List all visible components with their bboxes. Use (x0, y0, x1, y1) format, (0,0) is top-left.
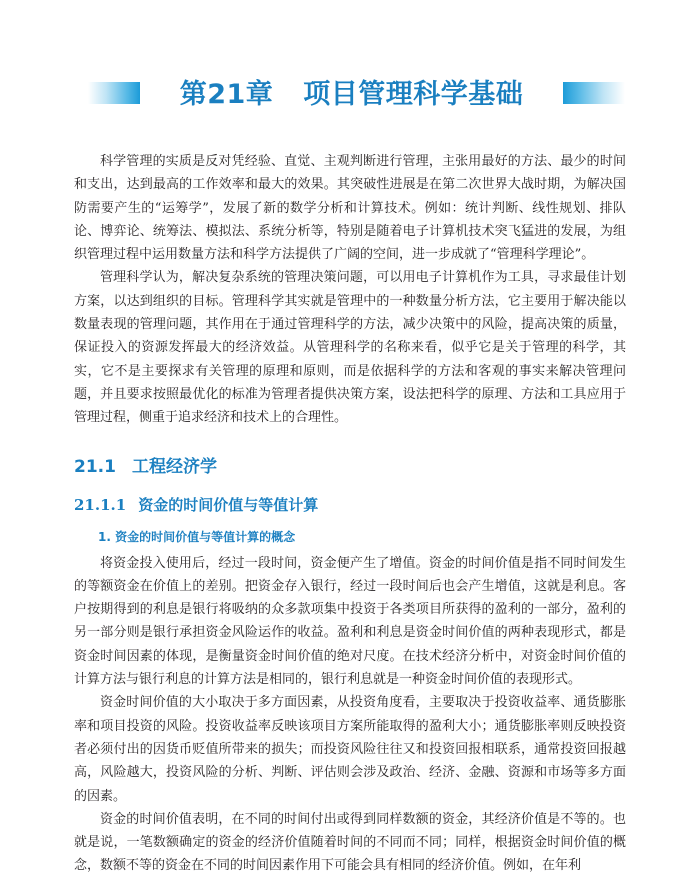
subsection-heading (74, 492, 626, 518)
subsection-title: 资金的时间价值与等值计算 (138, 495, 319, 514)
intro-section (74, 150, 626, 430)
body-paragraph: 将资金投入使用后，经过一段时间，资金便产生了增值。资金的时间价值是指不同时间发生的等额资金在价值上的差别。把资金存入银行，经过一段时间后也会产生增值，这就是利息。客户按期得到的利息是银行将吸纳的众多款项集中投资于各类项目所获得的盈利的一部分，盈利的另一部分则是银行承担资金风险运作的收益。盈利和利息是资金时间价值的两种表现形式，都是资金时间因素的体现，是衡量资金时间价值的绝对尺度。在技术经济分析中，对资金时间价值的计算方法与银行利息的计算方法是相同的，银行利息就是一种资金时间价值的表现形式。 (74, 555, 626, 688)
subsubsection-heading: 1. 资金的时间价值与等值计算的概念 (98, 529, 296, 544)
chapter-number: 第21章 (179, 79, 274, 110)
section-heading (74, 454, 626, 480)
subsection-number: 21.1.1 (74, 495, 127, 514)
chapter-title (140, 72, 563, 111)
decorative-bar-right (563, 82, 625, 104)
body-paragraph: 资金时间价值的大小取决于多方面因素，从投资角度看，主要取决于投资收益率、通货膨胀率和项目投资的风险。投资收益率反映该项目方案所能取得的盈利大小；通货膨胀率则反映投资者必须付出的因货币贬值所带来的损失；而投资风险往往又和投资回报相联系，通常投资回报越高，风险越大，投资风险的分析、判断、评估则会涉及政治、经济、金融、资源和市场等多方面的因素。 (74, 695, 626, 804)
body-paragraph: 资金的时间价值表明，在不同的时间付出或得到同样数额的资金，其经济价值是不等的。也就是说，一笔数额确定的资金的经济价值随着时间的不同而不同；同样，根据资金时间价值的概念，数额不等的资金在不同的时间因素作用下可能会具有相同的经济价值。例如，在年利 (74, 811, 626, 874)
decorative-bar-left (88, 82, 140, 104)
intro-paragraph: 科学管理的实质是反对凭经验、直觉、主观判断进行管理，主张用最好的方法、最少的时间和支出，达到最高的工作效率和最大的效果。其突破性进展是在第二次世界大战时期，为解决国防需要产生的“运筹学”，发展了新的数学分析和计算技术。例如：统计判断、线性规划、排队论、博弈论、统筹法、模拟法、系统分析等，特别是随着电子计算机技术突飞猛进的发展，为组织管理过程中运用数量方法和科学方法提供了广阔的空间，进一步成就了“管理科学理论”。 (74, 154, 626, 263)
chapter-header (0, 0, 680, 130)
intro-paragraph: 管理科学认为，解决复杂系统的管理决策问题，可以用电子计算机作为工具，寻求最佳计划方案，以达到组织的目标。管理科学其实就是管理中的一种数量分析方法，它主要用于解决能以数量表现的管理问题，其作用在于通过管理科学的方法，减少决策中的风险，提高决策的质量，保证投入的资源发挥最大的经济效益。从管理科学的名称来看，似乎它是关于管理的科学，其实，它不是主要探求有关管理的原理和原则，而是依据科学的方法和客观的事实来解决管理问题，并且要求按照最优化的标准为管理者提供决策方案，设法把科学的原理、方法和工具应用于管理过程，侧重于追求经济和技术上的合理性。 (74, 270, 626, 426)
section-number: 21.1 (74, 456, 116, 477)
section-title: 工程经济学 (131, 456, 217, 477)
chapter-title-text: 项目管理科学基础 (303, 79, 524, 110)
page-content (74, 150, 626, 878)
